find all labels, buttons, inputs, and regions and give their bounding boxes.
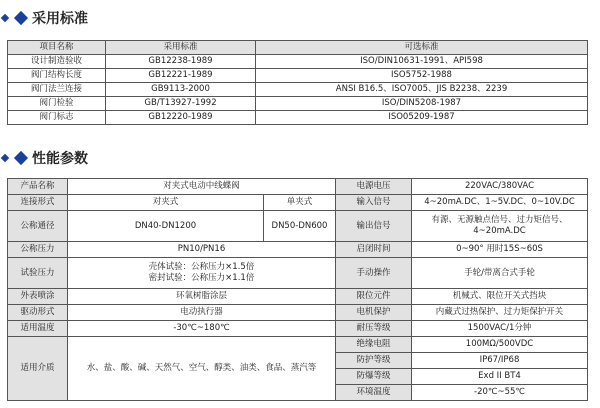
table-cell: ISO5752-1988 <box>256 69 588 83</box>
param-label: 外表喷涂 <box>8 289 68 305</box>
param-label: 电源电压 <box>336 179 412 195</box>
table-row <box>8 321 588 337</box>
table-cell: GB12221-1989 <box>106 69 256 83</box>
table-row <box>8 69 588 83</box>
table-cell: GB12220-1989 <box>106 111 256 125</box>
param-value: 4~20mA.DC、1~5V.DC、0~10V.DC <box>412 195 588 211</box>
section-title-text: 性能参数 <box>32 151 88 167</box>
param-label: 公称压力 <box>8 242 68 258</box>
standards-table <box>7 40 588 125</box>
param-label: 耐压等级 <box>336 321 412 337</box>
param-value: 手轮/带离合式手轮 <box>412 258 588 289</box>
table-cell: 设计制造验收 <box>8 55 106 69</box>
param-label: 输出信号 <box>336 211 412 242</box>
table-cell: ISO/DIN10631-1991、API598 <box>256 55 588 69</box>
test-pressure-line: 密封试验：公称压力×1.1倍 <box>148 273 255 283</box>
param-value: 对夹式 <box>68 195 264 211</box>
table-cell: ANSI B16.5、ISO7005、JIS B2238、2239 <box>256 83 588 97</box>
param-value: -30℃~180℃ <box>68 321 336 337</box>
param-value: 电动执行器 <box>68 305 336 321</box>
table-cell: 阀门法兰连接 <box>8 83 106 97</box>
header-cell: 项目名称 <box>8 41 106 55</box>
param-value: 220VAC/380VAC <box>412 179 588 195</box>
param-value: 0~90° 用时15S~60S <box>412 242 588 258</box>
section-title-performance <box>4 148 88 168</box>
param-value: DN40-DN1200 <box>68 211 264 242</box>
section-title-text: 采用标准 <box>32 11 88 27</box>
param-label: 输入信号 <box>336 195 412 211</box>
param-label: 环境温度 <box>336 385 412 401</box>
param-value: IP67/IP68 <box>412 353 588 369</box>
table-header-row <box>8 41 588 55</box>
param-label: 启闭时间 <box>336 242 412 258</box>
param-label: 手动操作 <box>336 258 412 289</box>
header-cell: 可选标准 <box>256 41 588 55</box>
param-label: 绝缘电阻 <box>336 337 412 353</box>
table-cell: 阀门结构长度 <box>8 69 106 83</box>
param-label: 驱动形式 <box>8 305 68 321</box>
table-row <box>8 83 588 97</box>
param-label: 适用介质 <box>8 337 68 401</box>
param-label: 防爆等级 <box>336 369 412 385</box>
param-value: 内藏式过热保护、过力矩保护开关 <box>412 305 588 321</box>
table-cell: GB/T13927-1992 <box>106 97 256 111</box>
table-row <box>8 55 588 69</box>
table-row <box>8 111 588 125</box>
param-value: 对夹式电动中线蝶阀 <box>68 179 336 195</box>
table-cell: GB9113-2000 <box>106 83 256 97</box>
param-value: PN10/PN16 <box>68 242 336 258</box>
param-value: 有源、无源触点信号、过力矩信号、4~20mA.DC <box>412 211 588 242</box>
param-value: DN50-DN600 <box>264 211 336 242</box>
section-title-standards <box>4 8 88 28</box>
param-value: 水、盐、酸、碱、天然气、空气、醇类、油类、食品、蒸汽等 <box>68 337 336 401</box>
diamond-icon <box>14 151 28 165</box>
param-label: 防护等级 <box>336 353 412 369</box>
param-label: 限位元件 <box>336 289 412 305</box>
test-pressure-line: 壳体试验：公称压力×1.5倍 <box>148 262 255 272</box>
param-label: 试验压力 <box>8 258 68 289</box>
table-row <box>8 337 588 353</box>
param-value <box>68 258 336 289</box>
table-row <box>8 179 588 195</box>
param-label: 产品名称 <box>8 179 68 195</box>
table-row <box>8 195 588 211</box>
param-value: 机械式、限位开关式挡块 <box>412 289 588 305</box>
param-value: 环氧树脂涂层 <box>68 289 336 305</box>
param-label: 电机保护 <box>336 305 412 321</box>
param-label: 连接形式 <box>8 195 68 211</box>
param-value: 1500VAC/1分钟 <box>412 321 588 337</box>
table-row <box>8 97 588 111</box>
performance-table <box>7 178 588 401</box>
table-cell: ISO/DIN5208-1987 <box>256 97 588 111</box>
param-value: 单夹式 <box>264 195 336 211</box>
table-cell: 阀门标志 <box>8 111 106 125</box>
diamond-icon <box>1 154 9 162</box>
table-row <box>8 305 588 321</box>
table-cell: GB12238-1989 <box>106 55 256 69</box>
diamond-icon <box>1 14 9 22</box>
table-row <box>8 289 588 305</box>
table-cell: 阀门检验 <box>8 97 106 111</box>
table-row <box>8 242 588 258</box>
header-cell: 采用标准 <box>106 41 256 55</box>
param-label: 适用温度 <box>8 321 68 337</box>
param-label: 公称通径 <box>8 211 68 242</box>
diamond-icon <box>14 11 28 25</box>
param-value: -20℃~55℃ <box>412 385 588 401</box>
param-value: Exd II BT4 <box>412 369 588 385</box>
table-cell: ISO05209-1987 <box>256 111 588 125</box>
param-value: 100MΩ/500VDC <box>412 337 588 353</box>
